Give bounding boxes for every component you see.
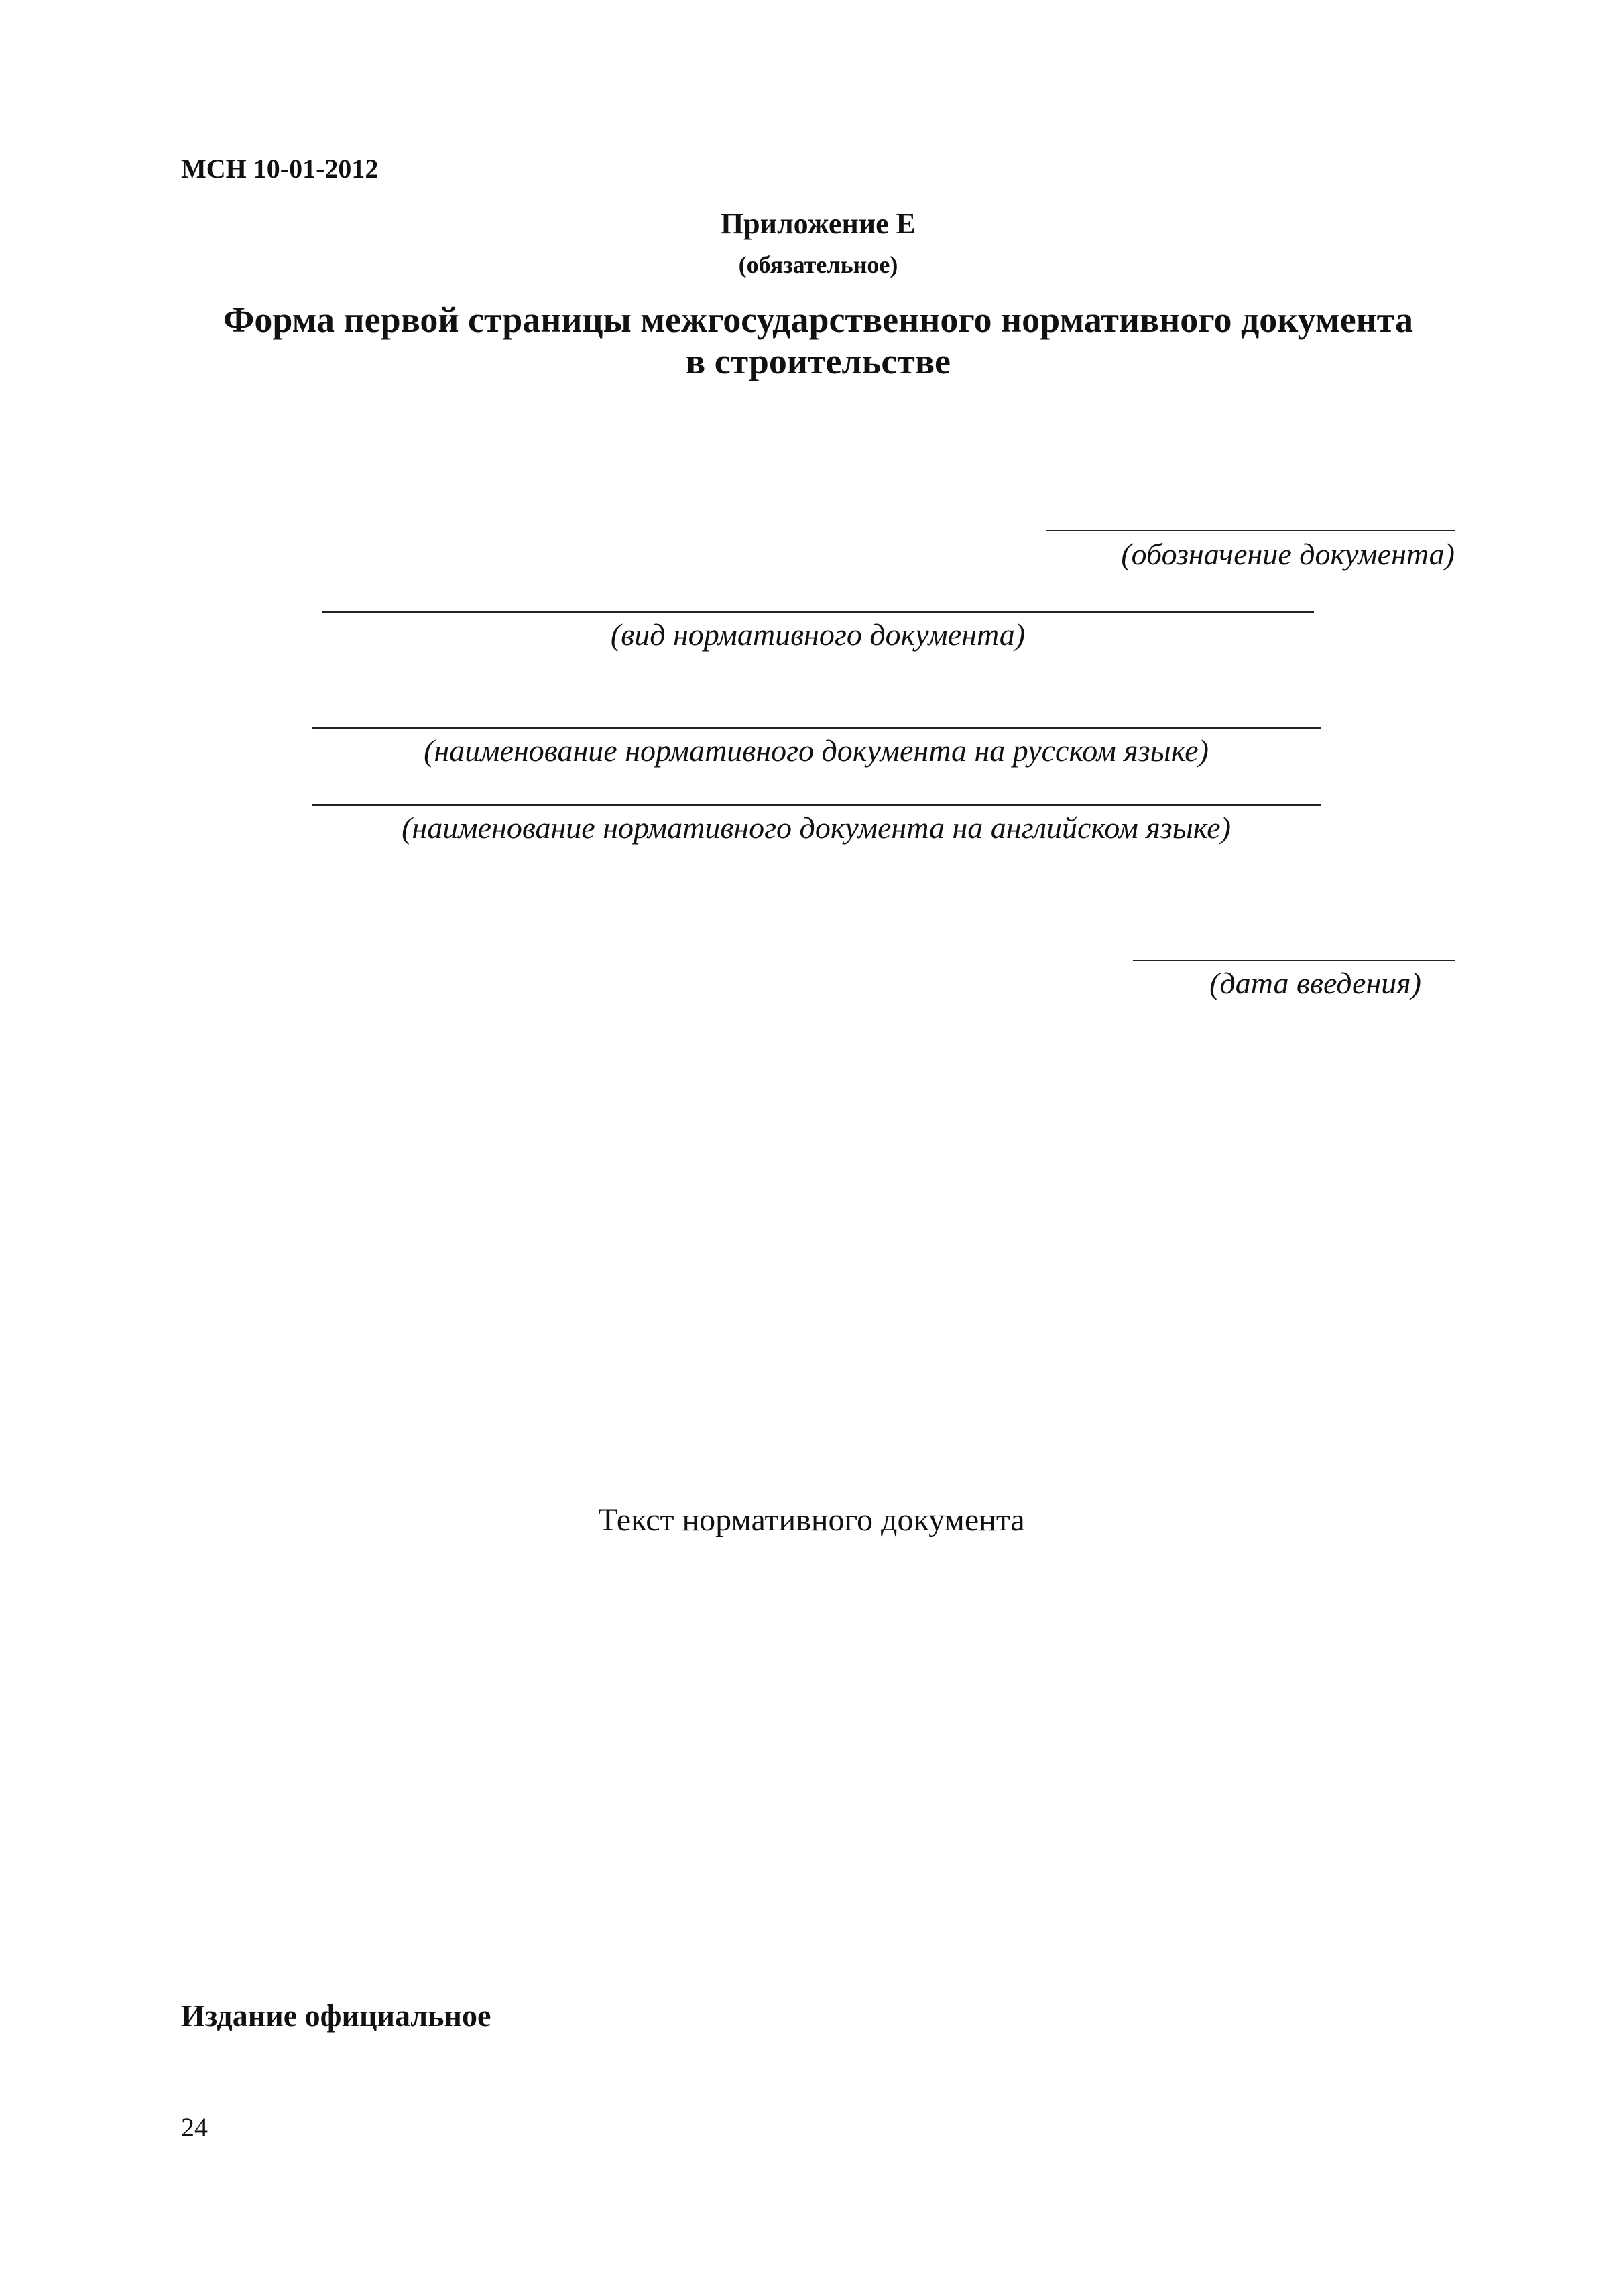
appendix-status: (обязательное) bbox=[738, 251, 898, 278]
name-en-underline bbox=[312, 804, 1321, 806]
designation-underline bbox=[1046, 530, 1455, 531]
name-ru-caption: (наименование нормативного документа на русском языке) bbox=[424, 733, 1209, 768]
date-underline bbox=[1133, 960, 1455, 961]
official-edition-label: Издание официальное bbox=[181, 1998, 491, 2033]
form-title-line-2: в строительстве bbox=[686, 341, 951, 381]
appendix-title: Приложение Е bbox=[720, 207, 916, 240]
body-text-placeholder: Текст нормативного документа bbox=[598, 1502, 1025, 1538]
page-number: 24 bbox=[181, 2112, 208, 2142]
name-ru-underline bbox=[312, 727, 1321, 729]
document-code: МСН 10-01-2012 bbox=[181, 154, 379, 184]
type-underline bbox=[322, 611, 1314, 613]
date-caption: (дата введения) bbox=[1209, 966, 1421, 1000]
form-title-line-1: Форма первой страницы межгосударственного нормативного документа bbox=[223, 300, 1413, 340]
form-title bbox=[0, 299, 1623, 382]
type-caption: (вид нормативного документа) bbox=[610, 617, 1026, 652]
designation-caption: (обозначение документа) bbox=[1121, 537, 1455, 571]
name-en-caption: (наименование нормативного документа на английском языке) bbox=[402, 810, 1231, 845]
